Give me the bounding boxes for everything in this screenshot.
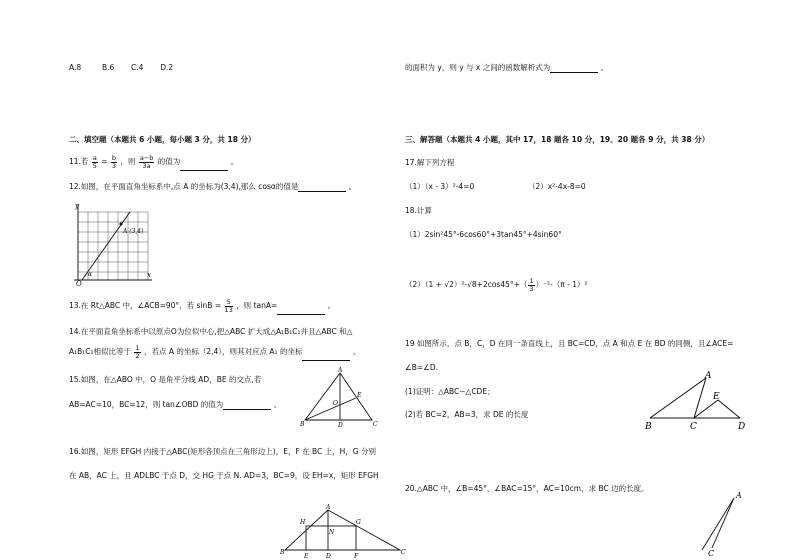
q18-part1: （1）2sin²45°-6cos60°+3tan45°+4sin60°: [405, 230, 562, 239]
q20-text: 20.△ABC 中，∠B=45°，∠BAC=15°，AC=10cm，求 BC 边的长度。: [405, 484, 649, 493]
q11-blank: [180, 162, 228, 171]
q19-line1: 19 如图所示，点 B，C，D 在同一条直线上，且 BC=CD，点 A 和点 E 在 BD 的同侧，且∠ACE=: [405, 339, 734, 348]
option-b: B.6: [101, 63, 115, 72]
q11-prefix: 11.若: [69, 157, 89, 166]
q20-figure: [690, 488, 750, 558]
q15-figure: [300, 368, 380, 428]
q19-part2: (2)若 BC=2，AB=3，求 DE 的长度: [405, 410, 529, 419]
q18-title: 18.计算: [405, 206, 432, 215]
q16-label-b: B: [280, 549, 285, 556]
q16-label-n: N: [329, 529, 335, 536]
q17-title: 17.解下列方程: [405, 158, 455, 167]
q18-frac: $\frac{1}{3}$: [529, 276, 534, 293]
q16-line1: 16.如图，矩形 EFGH 内接于△ABC(矩形各顶点在三角形边上)，E，F 在 BC 上，H，G 分别: [69, 447, 376, 456]
q19-label-b: B: [645, 422, 652, 432]
q12-grid-figure: [68, 200, 158, 290]
q15-label-c: C: [373, 421, 378, 428]
q11-frac1: $\frac{a}{5}$: [92, 153, 97, 170]
q19-figure: [644, 370, 754, 432]
q15-line2: AB=AC=10，BC=12，则 tan∠OBD 的值为 。: [69, 400, 282, 409]
q12-a-label: A (3,4): [123, 228, 144, 235]
q14-line1: 14.在平面直角坐标系中以原点O为位似中心,把△ABC 扩大成△A₁B₁C₁并且△ABC 和△: [69, 327, 353, 336]
q16-line2: 在 AB，AC 上，且 ADLBC 于点 D，交 HG 于点 N. AD=3，BC=9，设 EH=x，矩形 EFGH: [69, 471, 379, 480]
q11-mid: ，则: [120, 157, 136, 166]
q12-text: 12.如图，在平面直角坐标系中,点 A 的坐标为(3,4),那么 cosα的值是: [69, 182, 299, 191]
q12: 12.如图，在平面直角坐标系中,点 A 的坐标为(3,4),那么 cosα的值是 。: [69, 182, 357, 191]
q12-y-label: y: [75, 202, 79, 210]
q17-part2: （2）x²-4x-8=0: [528, 182, 586, 191]
q16-label-e: E: [304, 553, 309, 560]
q12-origin-label: O: [76, 280, 82, 288]
q16-label-g: G: [356, 519, 361, 526]
q18-part2: [405, 277, 588, 293]
q14-blank: [302, 352, 350, 361]
q18-p2-pre: （2）（1 + √2）²-√8+2cos45°+（: [405, 280, 528, 289]
q15-label-e: E: [357, 392, 362, 399]
q13-frac: $\frac{5}{13}$: [224, 297, 233, 314]
q12-blank: [298, 183, 346, 192]
q19-label-d: D: [738, 422, 746, 432]
option-c: C.4: [131, 63, 144, 72]
q12-point-a: [120, 223, 123, 226]
q18-p2-post: ）⁻²-（π - 1）²: [535, 280, 588, 289]
section2-header: 二、填空题（本题共 6 小题，每小题 3 分，共 18 分）: [69, 135, 256, 144]
q14-line2: A₁B₁C₁相似比等于 $\frac{1}{2}$ ，若点 A 的坐标（2,4），则其对应点 A₁ 的坐标 。: [69, 343, 361, 360]
q13-pre: 13.在 Rt△ABC 中，∠ACB=90°，若 sinB =: [69, 301, 222, 310]
q15-line2-text: AB=AC=10，BC=12，则 tan∠OBD 的值为: [69, 400, 224, 409]
q12-x-label: x: [147, 271, 151, 279]
q16-label-c: C: [401, 549, 406, 556]
q11-tail: 的值为: [157, 157, 181, 166]
q16-label-f: F: [354, 553, 359, 560]
q20-label-a: A: [736, 491, 742, 500]
q13-blank: [277, 306, 325, 315]
q15-label-d: D: [338, 422, 343, 429]
q16-label-h: H: [300, 519, 306, 526]
q11-frac3: $\frac{a-b}{3a}$: [139, 153, 154, 170]
q15-label-o: O: [333, 400, 338, 407]
q19-line2: ∠B=∠D.: [405, 363, 439, 372]
q16-label-a: A: [326, 504, 331, 511]
q15-label-a: A: [338, 367, 343, 374]
option-a: A.8: [69, 63, 82, 72]
q15-line1: 15.如图，在△ABO 中，O 是角平分线 AD，BE 的交点,若: [69, 375, 262, 384]
q14-frac: $\frac{1}{2}$: [135, 343, 140, 360]
q11-frac2: $\frac{b}{3}$: [111, 153, 117, 170]
q19-label-a: A: [705, 371, 712, 381]
q20-label-c: C: [708, 549, 715, 558]
q13-post: ，则 tanA=: [236, 301, 278, 310]
q14-post: ，若点 A 的坐标（2,4），则其对应点 A₁ 的坐标: [143, 347, 303, 356]
q16-continuation: 的面积为 y，则 y 与 x 之间的函数解析式为 。: [405, 63, 609, 72]
q19-label-e: E: [713, 392, 720, 402]
q11-eq: =: [101, 157, 108, 166]
section3-header: 三、解答题（本题共 4 小题，其中 17，18 题各 10 分，19、20 题各 9 分，共 38 分）: [405, 135, 710, 144]
q13: 13.在 Rt△ABC 中，∠ACB=90°，若 sinB = $\frac{5}{13}$ ，则 tanA= 。: [69, 297, 336, 314]
q14-pre: A₁B₁C₁相似比等于: [69, 347, 132, 356]
q19-label-c: C: [690, 422, 697, 432]
option-d: D.2: [160, 63, 174, 72]
q19-part1: (1)证明：△ABC∽△CDE；: [405, 387, 495, 396]
q16-figure: [280, 504, 410, 560]
q11: 11.若 $\frac{a}{5}$ = $\frac{b}{3}$ ，则 $\frac{a-b}{3a}$ 的值为 。: [69, 153, 239, 170]
q15-label-b: B: [300, 421, 305, 428]
q12-alpha-label: α: [88, 271, 93, 278]
q16-label-d: D: [326, 553, 331, 560]
q16-cont-text: 的面积为 y，则 y 与 x 之间的函数解析式为: [405, 63, 551, 72]
q15-blank: [223, 401, 271, 410]
q16-blank: [550, 64, 598, 73]
q17-part1: （1）（x - 3）²-4=0: [405, 182, 475, 191]
prev-options: [69, 63, 173, 73]
